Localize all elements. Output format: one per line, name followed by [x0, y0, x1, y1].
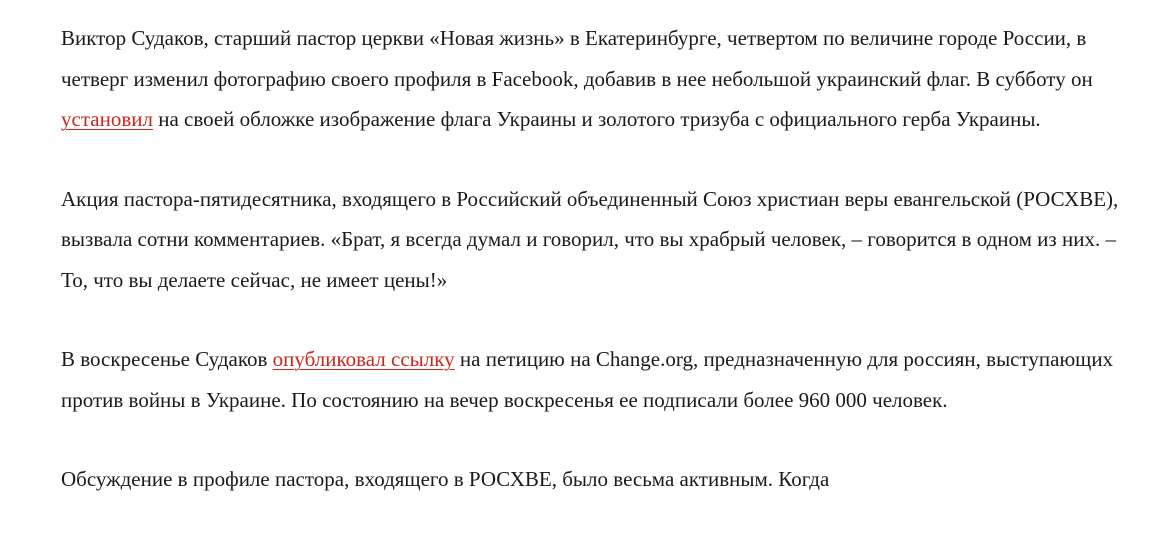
- link-ustanovil[interactable]: установил: [61, 107, 153, 131]
- paragraph-text: Обсуждение в профиле пастора, входящего в РОСХВЕ, было весьма активным. Когда: [61, 467, 830, 491]
- paragraph-text: В воскресенье Судаков: [61, 347, 273, 371]
- paragraph: [61, 179, 1146, 301]
- link-published-petition[interactable]: опубликовал ссылку: [272, 347, 455, 371]
- paragraph: [61, 459, 1146, 500]
- paragraph-text: Акция пастора-пятидесятника, входящего в Российский объединенный Союз христиан веры евангельской (РОСХВЕ), вызвала сотни комментариев. «Брат, я всегда думал и говорил, что вы храбрый человек, – говорится в одном из них. – То, что вы делаете сейчас, не имеет цены!»: [61, 186, 1119, 292]
- paragraph-text: на петицию на Change.org, предназначенную для россиян, выступающих против войны в Украине. По состоянию на вечер воскресенья ее подписали более 960 000 человек.: [61, 347, 1114, 412]
- article-body: [61, 18, 1146, 539]
- paragraph: [61, 18, 1146, 140]
- paragraph: [61, 339, 1146, 420]
- paragraph-text: на своей обложке изображение флага Украины и золотого тризуба с официального герба Украины.: [152, 107, 1041, 131]
- paragraph-text: Виктор Судаков, старший пастор церкви «Новая жизнь» в Екатеринбурге, четвертом по величине городе России, в четверг изменил фотографию своего профиля в Facebook, добавив в нее небольшой украинский флаг. В субботу он: [61, 26, 1093, 91]
